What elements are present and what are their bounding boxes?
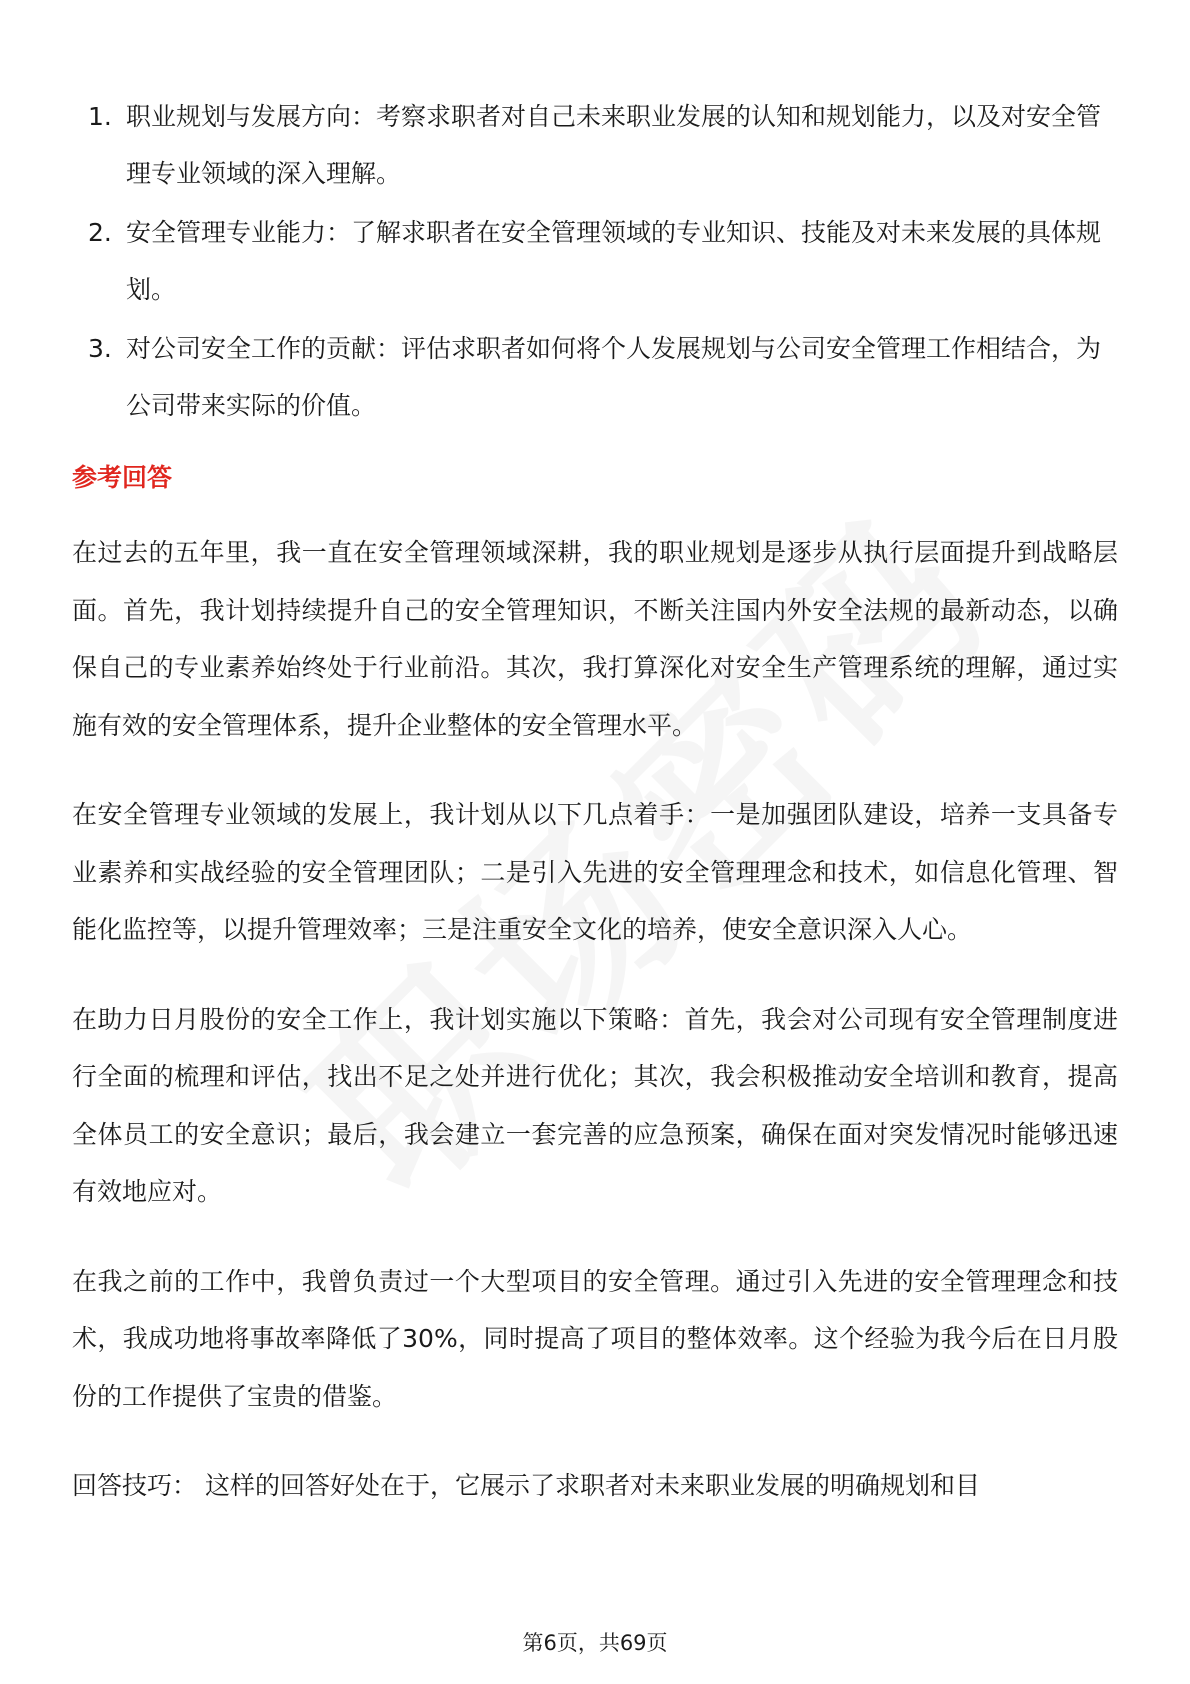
answer-tip: 回答技巧： 这样的回答好处在于，它展示了求职者对未来职业发展的明确规划和目 bbox=[72, 1471, 980, 1500]
list-text: 安全管理专业能力：了解求职者在安全管理领域的专业知识、技能及对未来发展的具体规划。 bbox=[126, 218, 1102, 304]
list-item bbox=[72, 88, 1118, 202]
answer-paragraph: 在助力日月股份的安全工作上，我计划实施以下策略：首先，我会对公司现有安全管理制度进行全面的梳理和评估，找出不足之处并进行优化；其次，我会积极推动安全培训和教育，提高全体员工的安全意识；最后，我会建立一套完善的应急预案，确保在面对突发情况时能够迅速有效地应对。 bbox=[72, 1004, 1118, 1206]
answer-paragraph: 在安全管理专业领域的发展上，我计划从以下几点着手：一是加强团队建设，培养一支具备专业素养和实战经验的安全管理团队；二是引入先进的安全管理理念和技术，如信息化管理、智能化监控等，以提升管理效率；三是注重安全文化的培养，使安全意识深入人心。 bbox=[72, 800, 1118, 944]
document-page bbox=[72, 88, 1118, 1514]
list-text: 职业规划与发展方向：考察求职者对自己未来职业发展的认知和规划能力，以及对安全管理专业领域的深入理解。 bbox=[126, 102, 1102, 188]
answer-paragraph: 在过去的五年里，我一直在安全管理领域深耕，我的职业规划是逐步从执行层面提升到战略层面。首先，我计划持续提升自己的安全管理知识，不断关注国内外安全法规的最新动态，以确保自己的专业素养始终处于行业前沿。其次，我打算深化对安全生产管理系统的理解，通过实施有效的安全管理体系，提升企业整体的安全管理水平。 bbox=[72, 538, 1118, 740]
list-text: 对公司安全工作的贡献：评估求职者如何将个人发展规划与公司安全管理工作相结合，为公司带来实际的价值。 bbox=[126, 334, 1102, 420]
page-footer: 第6页，共69页 bbox=[522, 1631, 668, 1655]
list-number: 2. bbox=[88, 218, 112, 247]
question-points-list bbox=[72, 88, 1118, 434]
list-number: 3. bbox=[88, 334, 112, 363]
answer-paragraph: 在我之前的工作中，我曾负责过一个大型项目的安全管理。通过引入先进的安全管理理念和技术，我成功地将事故率降低了30%，同时提高了项目的整体效率。这个经验为我今后在日月股份的工作提供了宝贵的借鉴。 bbox=[72, 1266, 1118, 1411]
list-item bbox=[72, 204, 1118, 318]
list-number: 1. bbox=[88, 102, 112, 131]
list-item bbox=[72, 320, 1118, 434]
section-title: 参考回答 bbox=[72, 463, 173, 492]
